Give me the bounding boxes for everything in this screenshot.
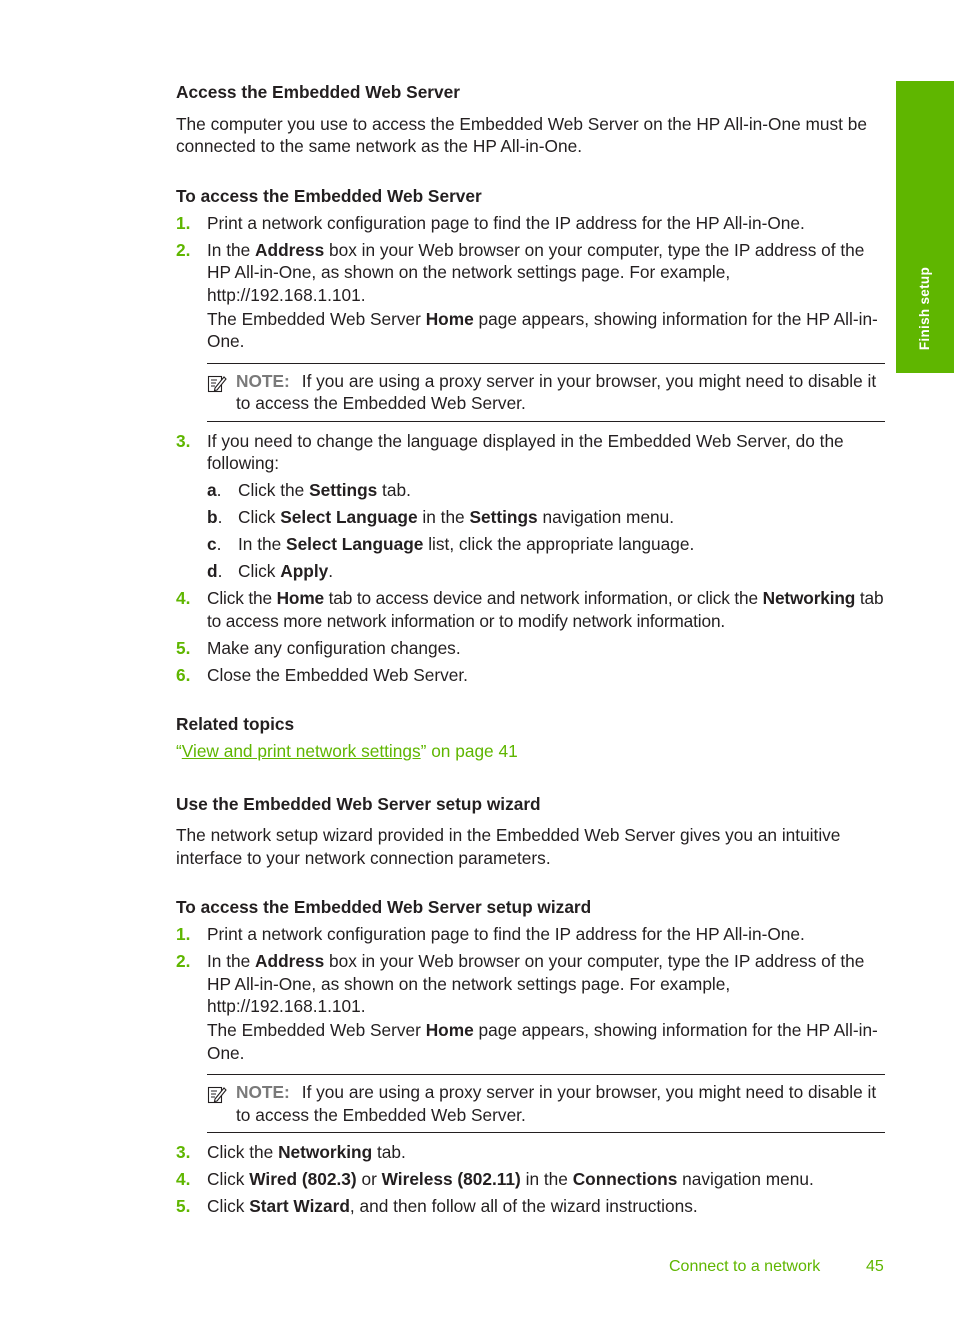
footer-section-title: Connect to a network (669, 1258, 821, 1275)
step-text: If you need to change the language displayed in the Embedded Web Server, do the following: (207, 430, 844, 473)
step-text: In the Address box in your Web browser on your computer, type the IP address of the HP All-in-One, as shown on the network settings page. For example, http://192.168.1.101. (207, 951, 865, 1016)
step-number: 5. (176, 1196, 191, 1216)
substep-letter: a. (207, 480, 222, 500)
substep-letter: c. (207, 534, 222, 554)
note-text: If you are using a proxy server in your browser, you might need to disable it to access the Embedded Web Server. (236, 370, 877, 413)
page-content (176, 81, 885, 1218)
section-intro-access: The computer you use to access the Embedded Web Server on the HP All-in-One must be connected to the same network as the HP All-in-One. (176, 113, 867, 156)
substep-item: a. Click the Settings tab. (207, 480, 411, 500)
procedure-heading-access: To access the Embedded Web Server (176, 185, 482, 206)
procedure-heading-wizard: To access the Embedded Web Server setup wizard (176, 897, 592, 917)
step-item (176, 950, 885, 1064)
note-box (207, 363, 885, 422)
step-number: 4. (176, 1169, 191, 1189)
substep-item: d. Click Apply. (207, 561, 334, 581)
step-item (176, 637, 885, 660)
side-tab (896, 81, 954, 373)
note-pencil-icon (207, 1084, 227, 1104)
note-label: NOTE: (236, 1082, 290, 1102)
step-text: Click the Home tab to access device and network information, or click the Networking tab to access more network information or to modify network information. (207, 588, 884, 631)
step-number: 2. (176, 239, 191, 260)
substep-item: c. In the Select Language list, click the appropriate language. (207, 534, 695, 554)
step-number: 1. (176, 212, 191, 233)
step-text: Close the Embedded Web Server. (207, 664, 468, 685)
step-number: 2. (176, 951, 191, 971)
step-number: 6. (176, 664, 191, 685)
step-text: Click the Networking tab. (207, 1142, 406, 1162)
step-text: Click Wired (802.3) or Wireless (802.11) in the Connections navigation menu. (207, 1169, 814, 1189)
substep-letter: d. (207, 561, 223, 581)
step-item (176, 1195, 885, 1218)
step-text: Make any configuration changes. (207, 637, 461, 658)
substep-item: b. Click Select Language in the Settings navigation menu. (207, 507, 675, 527)
step-number: 1. (176, 924, 191, 944)
step-number: 3. (176, 430, 191, 451)
side-tab-label: Finish setup (917, 267, 932, 351)
step-text: Print a network configuration page to find the IP address for the HP All-in-One. (207, 924, 805, 944)
note-pencil-icon (207, 373, 227, 393)
step-followup-text: The Embedded Web Server Home page appears, showing information for the HP All-in-One. (207, 308, 878, 351)
step-number: 3. (176, 1142, 191, 1162)
step-item (176, 923, 885, 946)
step-item (176, 430, 885, 583)
related-topics-heading: Related topics (176, 714, 295, 734)
step-item (176, 587, 885, 632)
note-box (207, 1074, 885, 1133)
note-text: If you are using a proxy server in your browser, you might need to disable it to access the Embedded Web Server. (236, 1082, 877, 1125)
section-heading-wizard: Use the Embedded Web Server setup wizard (176, 793, 541, 814)
step-item (176, 239, 885, 353)
substep-letter: b. (207, 507, 223, 527)
step-text: In the Address box in your Web browser on your computer, type the IP address of the HP All-in-One, as shown on the network settings page. For example, http://192.168.1.101. (207, 239, 865, 305)
section-heading-access: Access the Embedded Web Server (176, 82, 460, 102)
step-text: Click Start Wizard, and then follow all of the wizard instructions. (207, 1196, 698, 1216)
step-item (176, 1141, 885, 1164)
step-text: Print a network configuration page to find the IP address for the HP All-in-One. (207, 212, 805, 233)
related-topic-link[interactable]: “View and print network settings” on page 41 (176, 741, 518, 761)
step-followup-text: The Embedded Web Server Home page appears, showing information for the HP All-in-One. (207, 1020, 878, 1063)
step-number: 4. (176, 588, 191, 608)
section-intro-wizard: The network setup wizard provided in the Embedded Web Server gives you an intuitive interface to your network connection parameters. (176, 825, 841, 868)
step-item (176, 212, 885, 235)
step-item (176, 664, 885, 687)
step-number: 5. (176, 637, 191, 658)
note-label: NOTE: (236, 370, 290, 391)
footer-page-number: 45 (866, 1258, 884, 1275)
step-item (176, 1168, 885, 1191)
